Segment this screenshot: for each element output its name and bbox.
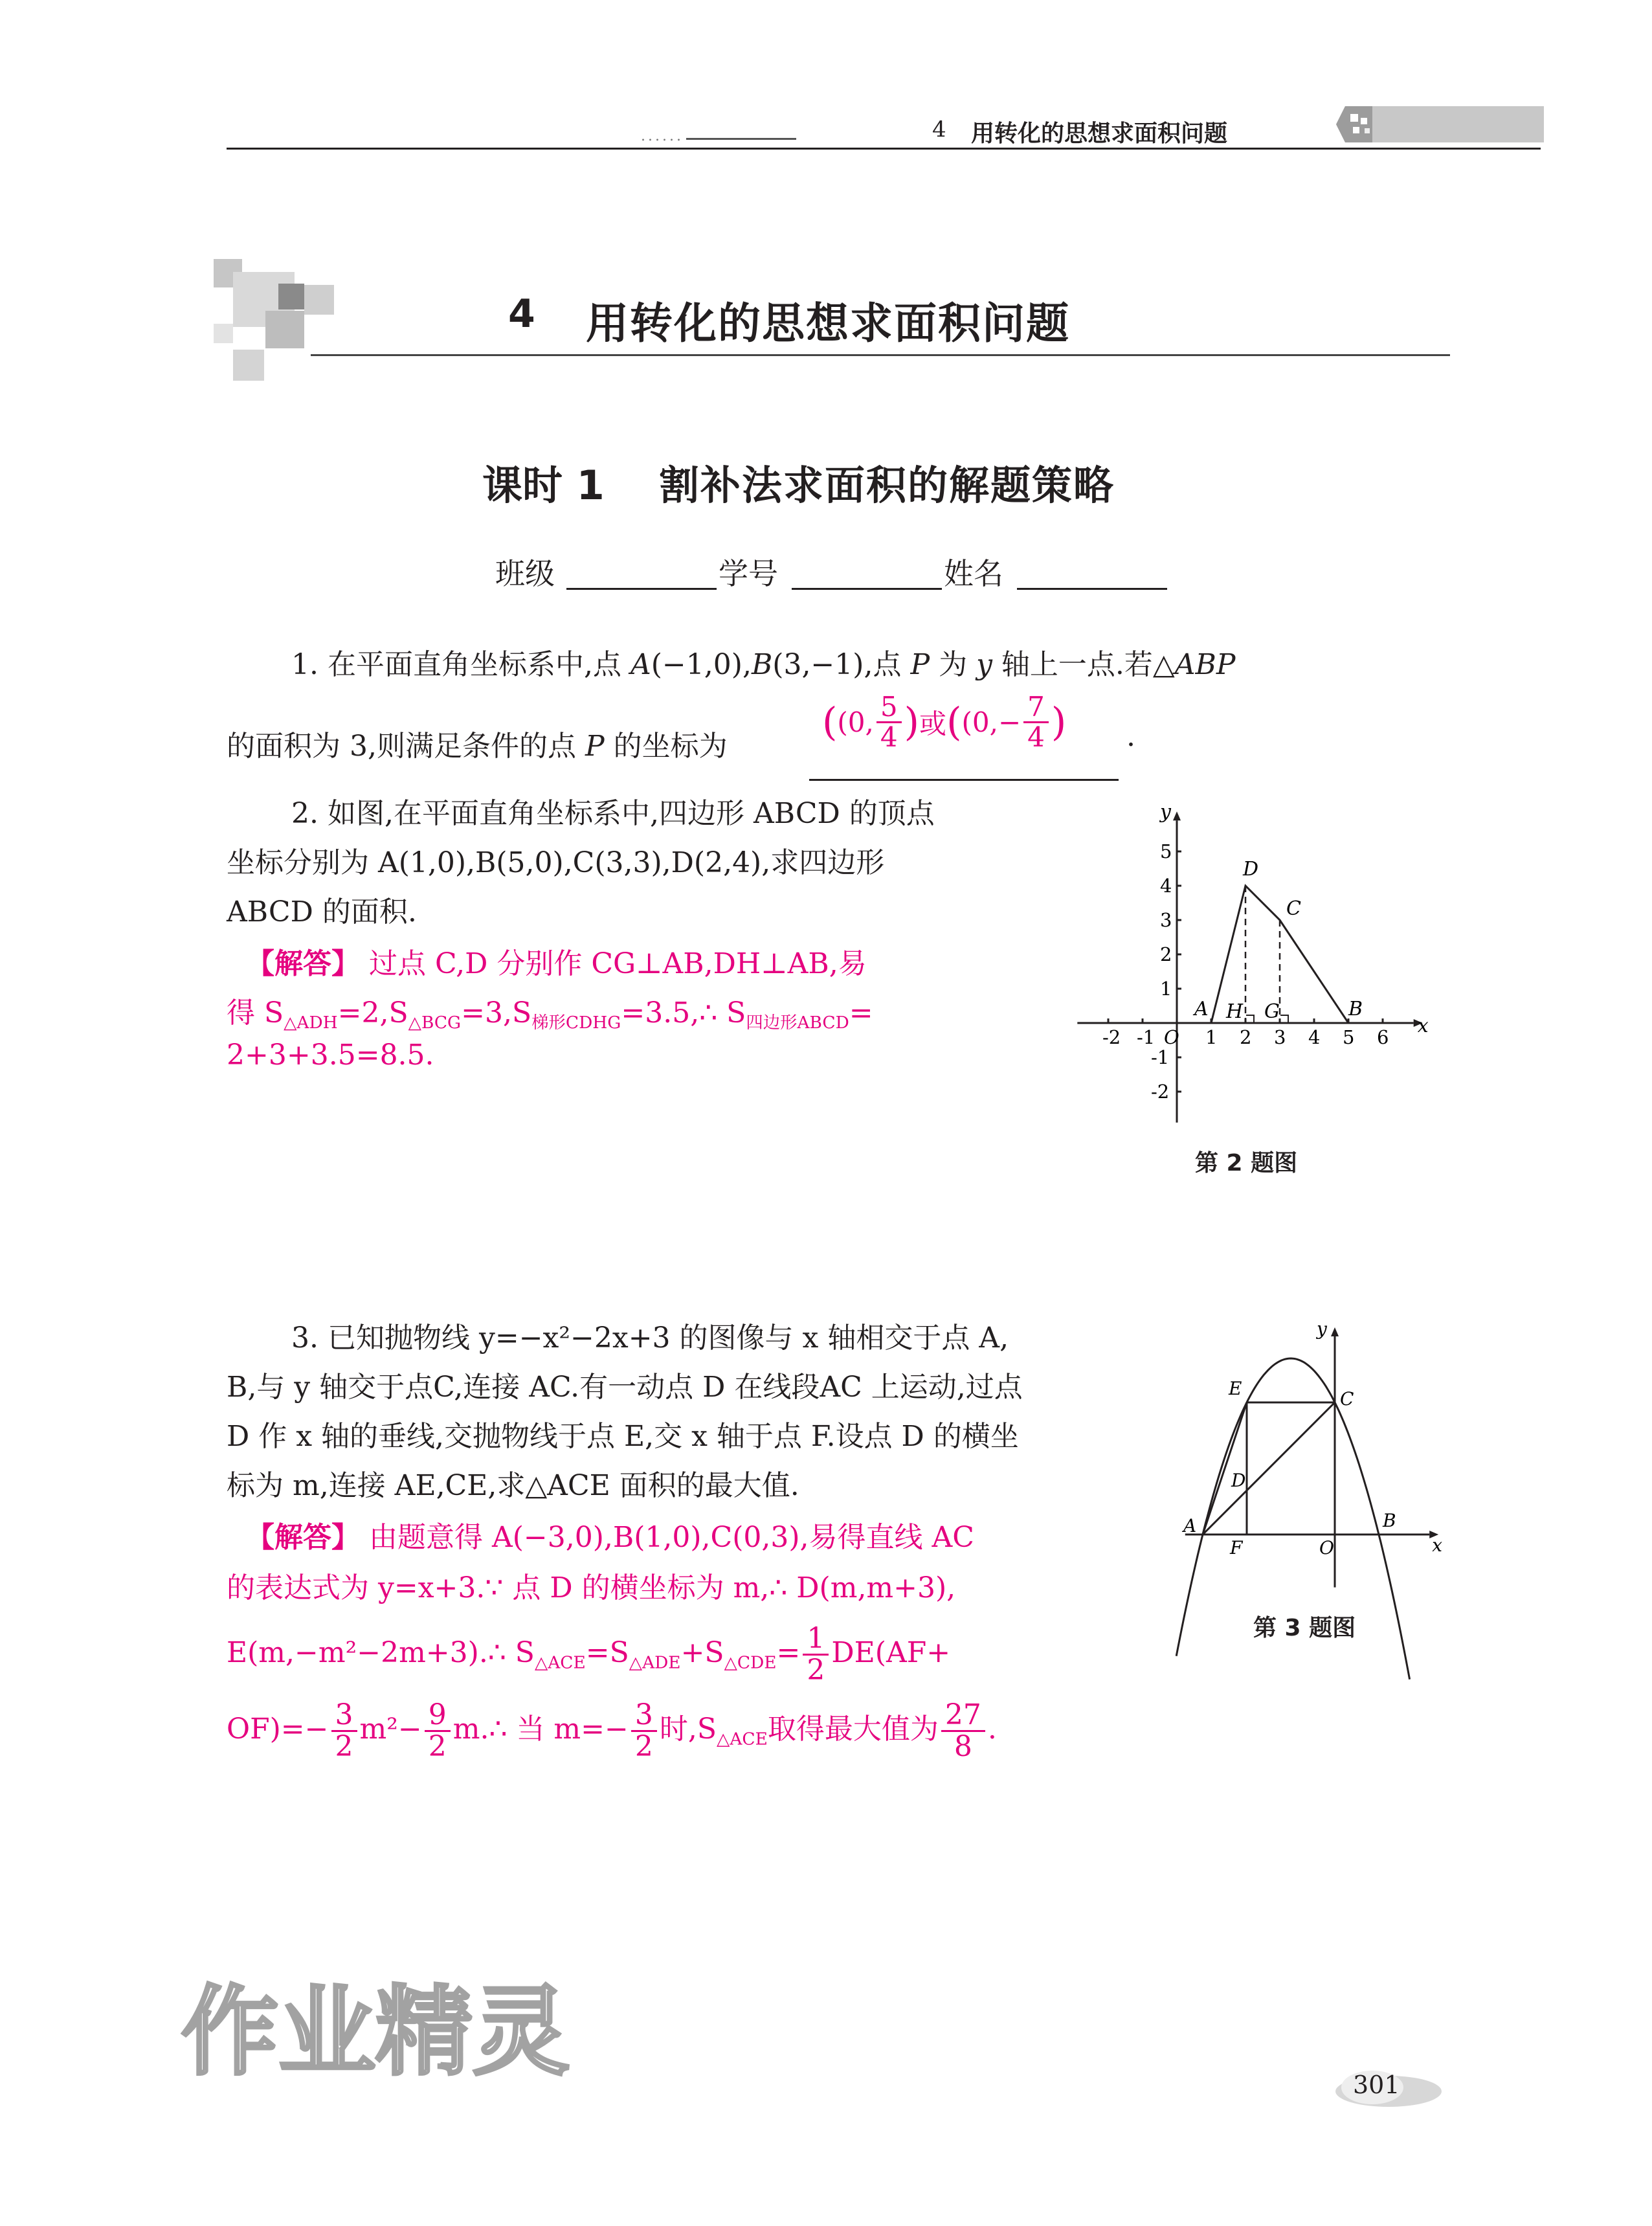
svg-text:作业精灵: 作业精灵 xyxy=(181,1976,570,2089)
figure-3 xyxy=(1183,1318,1444,1593)
x-tick-label: -2 xyxy=(1102,1026,1121,1048)
q2-solution-2: 得 $S_{\triangle ADH}=2,S_{\triangle BCG}=3,S_{梯形CDHG}=3.5,\therefore$ $S_{四边形ABCD}=$ xyxy=(227,996,873,1033)
q2-solution-tag: 【解答】 xyxy=(246,947,360,980)
y-axis-arrow xyxy=(1173,811,1181,820)
x-tick-label: 3 xyxy=(1274,1026,1286,1048)
q2-line-3: ABCD 的面积. xyxy=(227,895,417,928)
lesson-label: 课时 1 xyxy=(482,462,605,509)
q2-solution-1: 过点 C,D 分别作 CG⊥AB,DH⊥AB,易 xyxy=(369,947,867,980)
q3-solution-tag: 【解答】 xyxy=(246,1521,360,1554)
figure-2-caption: 第 2 题图 xyxy=(1195,1150,1298,1176)
header-rule xyxy=(227,148,1541,150)
x-tick-label: 2 xyxy=(1240,1026,1252,1048)
lesson-title: 割补法求面积的解题策略 xyxy=(659,462,1115,509)
q1-answer: ((0, $\frac{5}{4}$ )或((0,− $\frac{7}{4}$ ) xyxy=(822,691,1067,754)
right-angle-H xyxy=(1246,1015,1254,1023)
point-label-E: E xyxy=(1229,1378,1242,1399)
class-label: 班级 xyxy=(495,556,555,591)
y-axis-arrow xyxy=(1331,1327,1339,1336)
q3-number: 3. xyxy=(291,1321,318,1355)
y-tick-label: 4 xyxy=(1160,875,1172,897)
y-axis-label: y xyxy=(1317,1318,1327,1340)
q2-line-1: 如图,在平面直角坐标系中,四边形 ABCD 的顶点 xyxy=(327,797,935,830)
watermark-logo xyxy=(175,1968,570,2098)
header xyxy=(0,0,1652,155)
q3-solution-1: 由题意得 A(−3,0),B(1,0),C(0,3),易得直线 AC xyxy=(369,1521,974,1554)
q1-end: . xyxy=(1126,720,1135,753)
point-label-B: B xyxy=(1348,998,1363,1020)
q3-solution-3: E(m,−m²−2m+3).∴ $S_{\triangle ACE}=S_{\triangle ADE}+S_{\triangle CDE}=$ $\frac{1}{2}$ DE(AF+ xyxy=(227,1622,951,1687)
x-axis-label: x xyxy=(1432,1535,1442,1556)
x-axis-label: x xyxy=(1417,1015,1429,1037)
y-tick-label: -1 xyxy=(1151,1046,1170,1068)
point-label-C: C xyxy=(1286,897,1301,920)
page-number: 301 xyxy=(1353,2071,1400,2099)
x-tick-label: 1 xyxy=(1205,1026,1218,1048)
id-field[interactable] xyxy=(792,588,942,590)
q1-answer-blank[interactable] xyxy=(809,779,1119,781)
point-label-D: D xyxy=(1243,858,1259,881)
q3-solution-4: OF)=− $\frac{3}{2}$ m²− $\frac{9}{2}$ m.∴ 当 m=− $\frac{3}{2}$ 时$,S_{\triangle ACE}$取得最大值为 $\frac{27}{8}$ . xyxy=(227,1698,997,1764)
point-label-A: A xyxy=(1183,1515,1197,1536)
q2-line-2: 坐标分别为 A(1,0),B(5,0),C(3,3),D(2,4),求四边形 xyxy=(227,846,885,879)
point-label-C: C xyxy=(1340,1388,1354,1410)
q1-line-2: 的面积为 3,则满足条件的点 P 的坐标为 xyxy=(227,730,728,763)
y-tick-label: 1 xyxy=(1160,978,1172,1000)
header-chapter-no: 4 xyxy=(932,117,946,142)
title-rule xyxy=(311,354,1450,356)
point-label-F: F xyxy=(1230,1537,1243,1558)
x-tick-label: O xyxy=(1164,1026,1179,1048)
name-field[interactable] xyxy=(1017,588,1167,590)
header-decoration xyxy=(1334,102,1544,148)
q3-line-1: 已知抛物线 y=−x²−2x+3 的图像与 x 轴相交于点 A, xyxy=(327,1321,1009,1355)
q3-solution-2: 的表达式为 y=x+3.∵ 点 D 的横坐标为 m,∴ D(m,m+3), xyxy=(227,1571,956,1604)
x-tick-label: 4 xyxy=(1308,1026,1321,1048)
point-label-O: O xyxy=(1319,1537,1334,1558)
x-tick-label: 5 xyxy=(1343,1026,1355,1048)
y-axis-label: y xyxy=(1160,800,1171,824)
title-decoration xyxy=(214,259,343,388)
q1-line-1: 1. 在平面直角坐标系中,点 A(−1,0),B(3,−1),点 P 为 y 轴上一点.若△ABP xyxy=(291,648,1236,681)
q2-solution-3: 2+3+3.5=8.5. xyxy=(227,1039,434,1072)
segment-AE xyxy=(1203,1402,1247,1535)
q3-line-2: B,与 y 轴交于点C,连接 AC.有一动点 D 在线段AC 上运动,过点 xyxy=(227,1371,1023,1404)
header-short-rule xyxy=(686,138,796,140)
header-chapter-title: 用转化的思想求面积问题 xyxy=(971,120,1228,147)
class-field[interactable] xyxy=(566,588,717,590)
q1-frac-a: $\frac{5}{4}$ xyxy=(876,693,902,752)
y-tick-label: 2 xyxy=(1160,943,1172,965)
q2-number: 2. xyxy=(291,797,318,830)
header-dots: ...... xyxy=(641,128,684,144)
y-tick-label: -2 xyxy=(1151,1081,1170,1103)
y-tick-label: 5 xyxy=(1160,840,1172,862)
point-label-G: G xyxy=(1264,1000,1280,1023)
point-label-H: H xyxy=(1226,1000,1244,1023)
q3-line-4: 标为 m,连接 AE,CE,求△ACE 面积的最大值. xyxy=(227,1469,799,1502)
id-label: 学号 xyxy=(719,556,778,591)
q3-line-3: D 作 x 轴的垂线,交抛物线于点 E,交 x 轴于点 F.设点 D 的横坐 xyxy=(227,1420,1019,1453)
figure-2 xyxy=(1075,793,1444,1156)
right-angle-G xyxy=(1280,1015,1288,1023)
q1-frac-b: $\frac{7}{4}$ xyxy=(1023,693,1049,752)
x-tick-label: 6 xyxy=(1377,1026,1389,1048)
x-tick-label: -1 xyxy=(1137,1026,1155,1048)
point-label-D: D xyxy=(1231,1470,1246,1491)
q1-number: 1. xyxy=(291,648,318,681)
name-label: 姓名 xyxy=(944,556,1003,591)
point-label-A: A xyxy=(1194,998,1209,1020)
point-label-B: B xyxy=(1383,1510,1396,1531)
page-title: 用转化的思想求面积问题 xyxy=(586,298,1070,348)
segment-AC xyxy=(1203,1402,1335,1535)
figure-3-caption: 第 3 题图 xyxy=(1253,1615,1356,1641)
title-number: 4 xyxy=(508,291,535,337)
y-tick-label: 3 xyxy=(1160,909,1172,931)
